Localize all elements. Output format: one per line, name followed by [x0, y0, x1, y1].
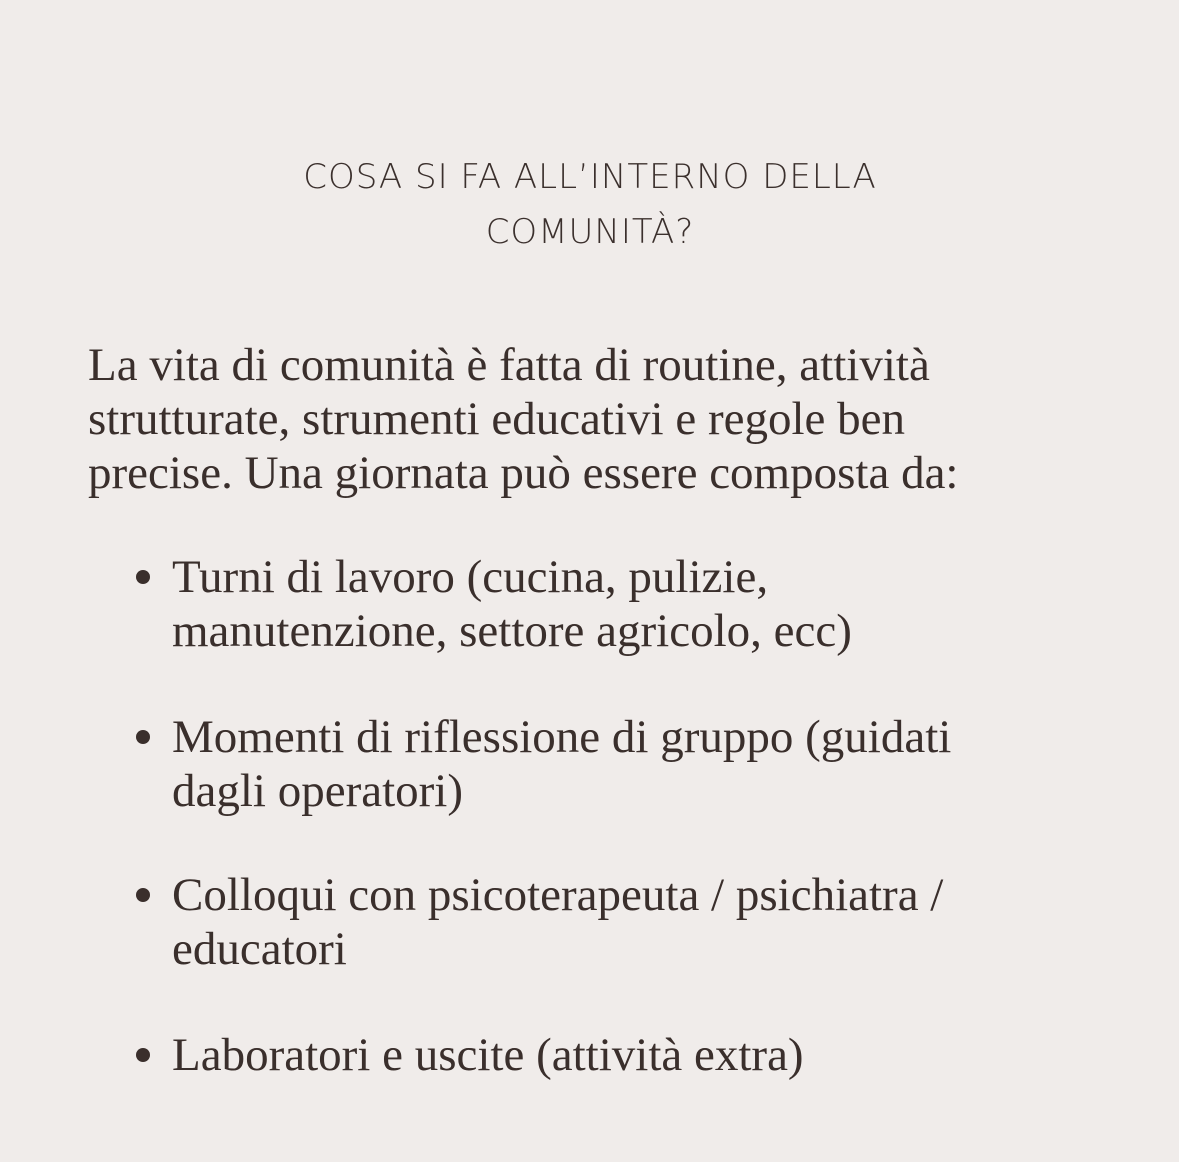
list-item-text: [172, 550, 1112, 658]
list-item-text: [172, 868, 1112, 976]
list-item-line: dagli operatori): [172, 765, 464, 817]
page-title-line-1: COSA SI FA ALL’INTERNO DELLA: [303, 157, 877, 197]
bullet-dot-icon: [136, 1048, 150, 1062]
list-item-line: Turni di lavoro (cucina, pulizie,: [172, 551, 769, 603]
list-item-line: Laboratori e uscite (attività extra): [172, 1029, 804, 1081]
list-item-text: [172, 710, 1112, 818]
list-item-line: Momenti di riflessione di gruppo (guidati: [172, 711, 952, 763]
page-title: [120, 150, 1060, 260]
list-item-line: Colloqui con psicoterapeuta / psichiatra /: [172, 869, 944, 921]
list-item-text: [172, 1028, 1112, 1082]
bullet-dot-icon: [136, 888, 150, 902]
intro-paragraph: [88, 338, 1098, 500]
bullet-dot-icon: [136, 570, 150, 584]
list-item-line: manutenzione, settore agricolo, ecc): [172, 605, 852, 657]
intro-line-1: La vita di comunità è fatta di routine, attività: [88, 339, 930, 391]
intro-line-2: strutturate, strumenti educativi e regole ben: [88, 393, 905, 445]
page-title-line-2: COMUNITÀ?: [485, 212, 695, 252]
list-item-line: educatori: [172, 923, 347, 975]
bullet-dot-icon: [136, 730, 150, 744]
intro-line-3: precise. Una giornata può essere composta da:: [88, 447, 959, 499]
